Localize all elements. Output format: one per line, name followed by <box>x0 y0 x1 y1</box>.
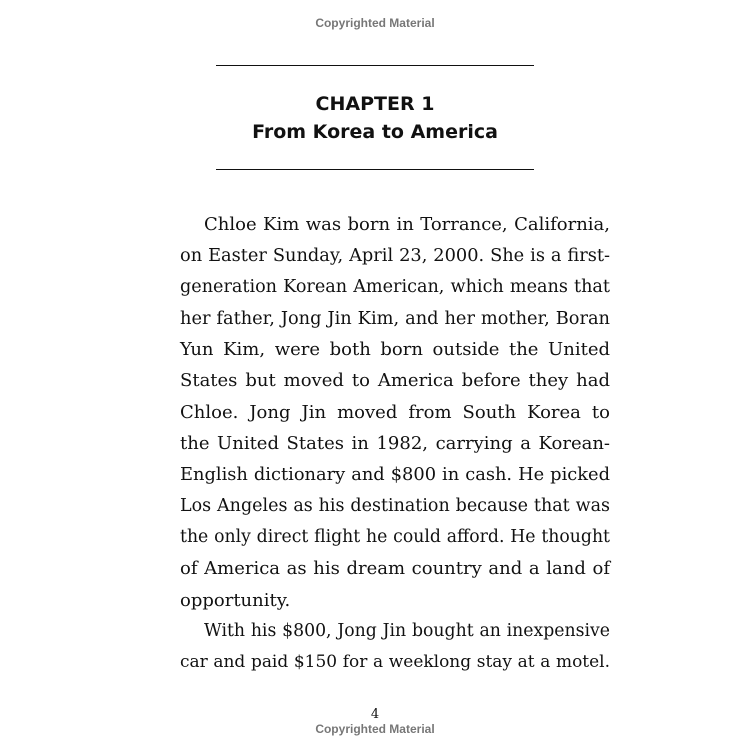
paragraph-1-line: Yun Kim, were both born outside the United <box>180 339 610 361</box>
paragraph-1-line: Chloe. Jong Jin moved from South Korea to <box>180 401 610 423</box>
paragraph-1-line: the only direct flight he could afford. He thought <box>180 526 610 547</box>
paragraph-1-line: States but moved to America before they had <box>180 370 610 392</box>
paragraph-2-line: car and paid $150 for a weeklong stay at a motel. <box>180 652 610 673</box>
body-text <box>180 209 610 678</box>
paragraph-1-line: her father, Jong Jin Kim, and her mother, Boran <box>180 307 610 329</box>
paragraph-2-line: With his $800, Jong Jin bought an inexpensive <box>204 620 610 641</box>
paragraph-1-line: English dictionary and $800 in cash. He picked <box>180 464 610 486</box>
watermark-bottom: Copyrighted Material <box>315 722 435 736</box>
paragraph-1-line: on Easter Sunday, April 23, 2000. She is a first- <box>180 245 610 267</box>
page-number: 4 <box>370 707 380 722</box>
paragraph-1-line: opportunity. <box>180 589 291 611</box>
heading-rule-bottom <box>216 169 534 170</box>
chapter-number: CHAPTER 1 <box>315 93 435 115</box>
paragraph-1-line: generation Korean American, which means that <box>180 276 610 297</box>
chapter-title: From Korea to America <box>252 121 498 143</box>
paragraph-1-line: Chloe Kim was born in Torrance, California, <box>204 214 610 235</box>
watermark-top: Copyrighted Material <box>315 16 435 30</box>
chapter-heading <box>150 90 600 146</box>
paragraph-1-line: of America as his dream country and a land of <box>180 558 610 580</box>
paragraph-1-line: Los Angeles as his destination because that was <box>180 495 610 516</box>
heading-rule-top <box>216 65 534 66</box>
paragraph-1-line: the United States in 1982, carrying a Korean- <box>180 433 610 455</box>
